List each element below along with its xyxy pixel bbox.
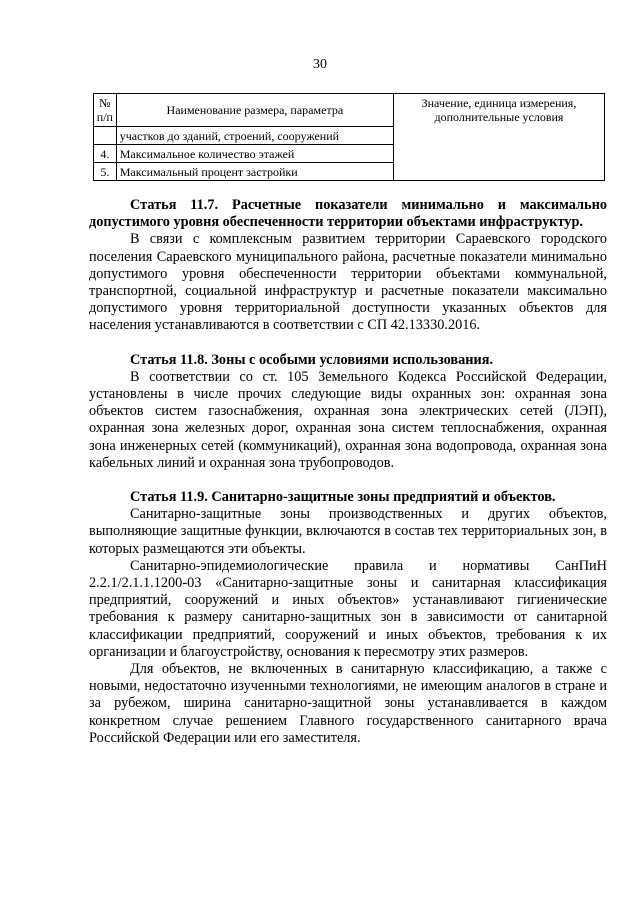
header-name: Наименование размера, параметра <box>116 94 393 127</box>
section-title-11-7: Статья 11.7. Расчетные показатели минимально и максимально допустимого уровня обеспеченности территории объектами инфраструктур. <box>89 197 607 231</box>
header-value: Значение, единица измерения, дополнительные условия <box>393 94 604 181</box>
row-name: Максимальное количество этажей <box>116 145 393 163</box>
document-body <box>89 197 607 747</box>
section-title-11-9: Статья 11.9. Санитарно-защитные зоны предприятий и объектов. <box>130 489 556 506</box>
header-number: № п/п <box>94 94 117 127</box>
row-number: 5. <box>94 163 117 181</box>
parameters-table <box>93 93 605 181</box>
section-paragraph: В связи с комплексным развитием территории Сараевского городского поселения Сараевского муниципального района, расчетные показатели минимально допустимого уровня обеспеченности территории объектами коммунальной, транспортной, социальной инфраструктур и расчетные показатели максимально допустимого уровня территориальной доступности указанных объектов для населения устанавливаются в соответствии с СП 42.13330.2016. <box>89 231 607 334</box>
page-number: 30 <box>313 57 327 72</box>
section-paragraph: Для объектов, не включенных в санитарную классификацию, а также с новыми, недостаточно изученными технологиями, не имеющим аналогов в стране и за рубежом, ширина санитарно-защитной зоны устанавливается в каждом конкретном случае решением Главного государственного санитарного врача Российской Федерации или его заместителя. <box>89 661 607 746</box>
row-number: 4. <box>94 145 117 163</box>
row-cont-name: участков до зданий, строений, сооружений <box>116 127 393 145</box>
section-title-11-8: Статья 11.8. Зоны с особыми условиями использования. <box>130 351 494 368</box>
row-cont-number <box>94 127 117 145</box>
section-paragraph: В соответствии со ст. 105 Земельного Кодекса Российской Федерации, установлены в числе прочих следующие виды охранных зон: охранная зона объектов систем газоснабжения, охранная зона электрических сетей (ЛЭП), охранная зона железных дорог, охранная зона систем теплоснабжения, охранная зона инженерных сетей (коммуникаций), охранная зона водопровода, охранная зона кабельных линий и охранная зона трубопроводов. <box>89 368 607 471</box>
row-name: Максимальный процент застройки <box>116 163 393 181</box>
section-paragraph: Санитарно-защитные зоны производственных и других объектов, выполняющие защитные функции, включаются в состав тех территориальных зон, в которых размещаются эти объекты. <box>89 506 607 557</box>
section-paragraph: Санитарно-эпидемиологические правила и нормативы СанПиН 2.2.1/2.1.1.1200-03 «Санитарно-защитные зоны и санитарная классификация предприятий, сооружений и иных объектов» устанавливают гигиенические требования к размеру санитарно-защитных зон в зависимости от санитарной классификации предприятий, сооружений и иных объектов, требования к их организации и благоустройству, основания к пересмотру этих размеров. <box>89 557 607 660</box>
table-header-row <box>94 94 605 127</box>
